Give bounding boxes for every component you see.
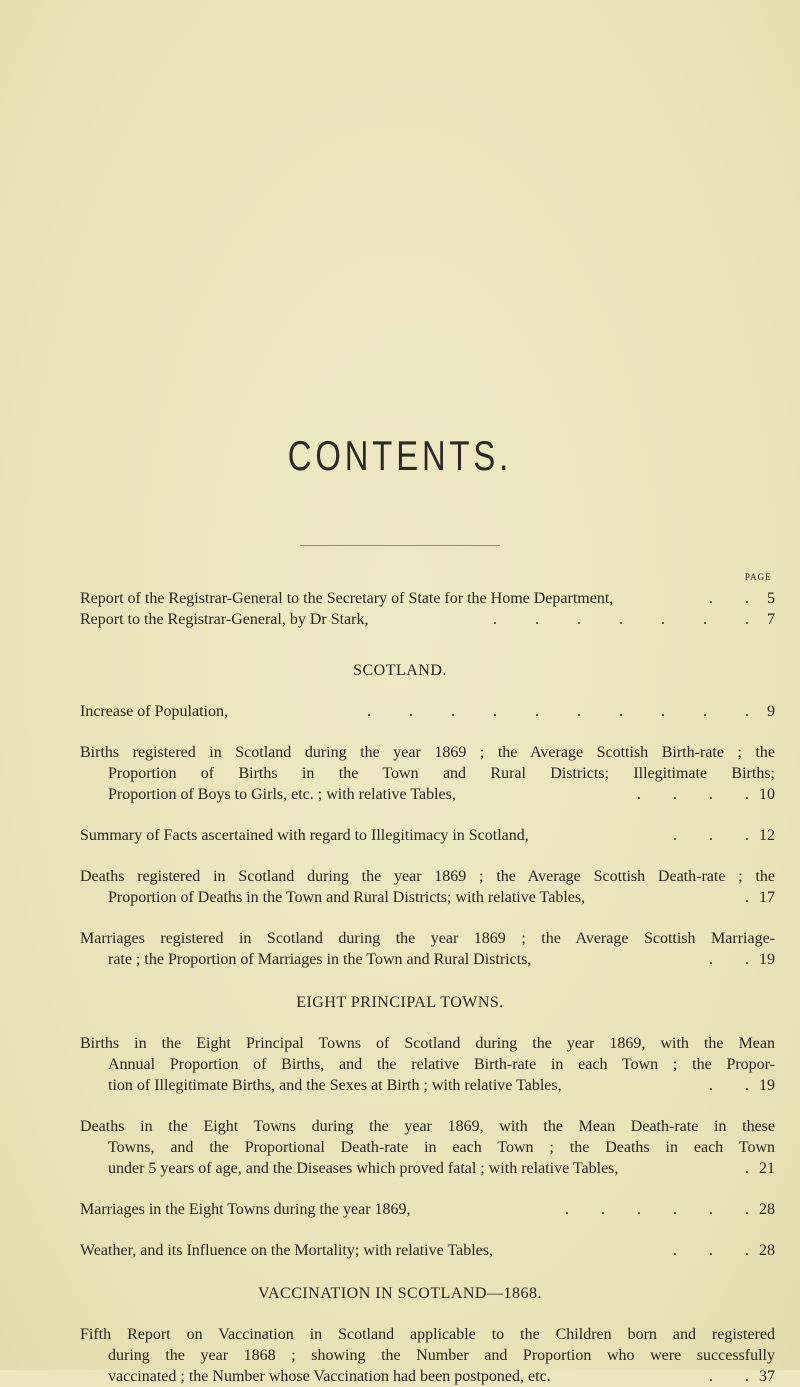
entry-text: Weather, and its Influence on the Mortality; with relative Tables,: [80, 1242, 493, 1259]
toc-entry: [80, 1199, 775, 1220]
toc-entry: [80, 1240, 775, 1261]
dot-leader: . .: [709, 951, 751, 968]
entry-text: Marriages in the Eight Towns during the year 1869,: [80, 1201, 411, 1218]
dot-leader: . . .: [673, 827, 751, 844]
toc-entry: [80, 1116, 775, 1179]
entry-text: Increase of Population,: [80, 703, 228, 720]
section-heading: EIGHT PRINCIPAL TOWNS.: [296, 994, 504, 1011]
entry-text: tion of Illegitimate Births, and the Sexes at Birth ; with relative Tables,: [108, 1077, 562, 1094]
page-number: 28: [759, 1201, 775, 1218]
entry-last-line: [80, 701, 775, 722]
entry-text-line: Proportion of Births in the Town and Rural Districts; Illegitimate Births;: [108, 765, 775, 782]
entry-text-line: Births in the Eight Principal Towns of Scotland during the year 1869, with the Mean: [80, 1035, 775, 1052]
page-number: 12: [759, 827, 775, 844]
dot-leader: . . . . . . . . . .: [367, 703, 751, 720]
page-number: 19: [759, 951, 775, 968]
toc-entry: [80, 588, 775, 609]
entry-text-line: Births registered in Scotland during the year 1869 ; the Average Scottish Birth-rate ; the: [80, 744, 775, 761]
dot-leader: . . . . . . .: [493, 611, 751, 628]
entry-last-line: [80, 1158, 775, 1179]
divider-rule: [300, 545, 500, 546]
page-number: 37: [759, 1368, 775, 1385]
page-number: 21: [759, 1160, 775, 1177]
page-title: CONTENTS.: [287, 432, 513, 479]
entry-last-line: [80, 1199, 775, 1220]
page-number: 7: [767, 611, 775, 628]
page-number: 5: [767, 590, 775, 607]
page-column-header: PAGE: [745, 572, 772, 582]
entry-text: Proportion of Boys to Girls, etc. ; with relative Tables,: [108, 786, 456, 803]
entry-text-line: Deaths registered in Scotland during the year 1869 ; the Average Scottish Death-rate ; the: [80, 868, 775, 885]
dot-leader: .: [745, 1160, 751, 1177]
toc-entry: [80, 866, 775, 908]
entry-text: Report of the Registrar-General to the Secretary of State for the Home Department,: [80, 590, 614, 607]
toc-entry: [80, 701, 775, 722]
entry-last-line: [80, 1240, 775, 1261]
dot-leader: . . . . . .: [565, 1201, 751, 1218]
page-number: 9: [767, 703, 775, 720]
page-number: 10: [759, 786, 775, 803]
entry-last-line: [80, 784, 775, 805]
entry-text-line: during the year 1868 ; showing the Number and Proportion who were successfully: [108, 1347, 775, 1364]
entry-text-line: Annual Proportion of Births, and the relative Birth-rate in each Town ; the Propor-: [108, 1056, 775, 1073]
entry-text: Report to the Registrar-General, by Dr Stark,: [80, 611, 369, 628]
entry-text: under 5 years of age, and the Diseases which proved fatal ; with relative Tables,: [108, 1160, 619, 1177]
section-heading: VACCINATION IN SCOTLAND—1868.: [258, 1285, 542, 1302]
section-heading: SCOTLAND.: [353, 662, 447, 679]
dot-leader: .: [745, 889, 751, 906]
page-number: 28: [759, 1242, 775, 1259]
entry-text: rate ; the Proportion of Marriages in the Town and Rural Districts,: [108, 951, 532, 968]
dot-leader: . .: [709, 1077, 751, 1094]
entry-last-line: [80, 588, 775, 609]
entry-last-line: [80, 887, 775, 908]
entry-last-line: [80, 1366, 775, 1387]
entry-last-line: [80, 1075, 775, 1096]
dot-leader: . .: [709, 590, 751, 607]
entry-text-line: Towns, and the Proportional Death-rate in each Town ; the Deaths in each Town: [108, 1139, 775, 1156]
dot-leader: . . .: [673, 1242, 751, 1259]
page-number: 17: [759, 889, 775, 906]
entry-text-line: Marriages registered in Scotland during the year 1869 ; the Average Scottish Marriage-: [80, 930, 775, 947]
page-number: 19: [759, 1077, 775, 1094]
entry-text: Summary of Facts ascertained with regard to Illegitimacy in Scotland,: [80, 827, 529, 844]
entry-text-line: Fifth Report on Vaccination in Scotland applicable to the Children born and registered: [80, 1326, 775, 1343]
toc-entry: [80, 1033, 775, 1096]
dot-leader: . .: [709, 1368, 751, 1385]
entry-text: Proportion of Deaths in the Town and Rural Districts; with relative Tables,: [108, 889, 586, 906]
toc-entry: [80, 825, 775, 846]
entry-text-line: Deaths in the Eight Towns during the year 1869, with the Mean Death-rate in these: [80, 1118, 775, 1135]
toc-entry: [80, 609, 775, 630]
entry-last-line: [80, 825, 775, 846]
entry-last-line: [80, 609, 775, 630]
toc-entry: [80, 742, 775, 805]
toc-entry: [80, 1324, 775, 1387]
entry-last-line: [80, 949, 775, 970]
entry-text: vaccinated ; the Number whose Vaccination had been postponed, etc.: [108, 1368, 551, 1385]
toc-entry: [80, 928, 775, 970]
dot-leader: . . . .: [637, 786, 751, 803]
